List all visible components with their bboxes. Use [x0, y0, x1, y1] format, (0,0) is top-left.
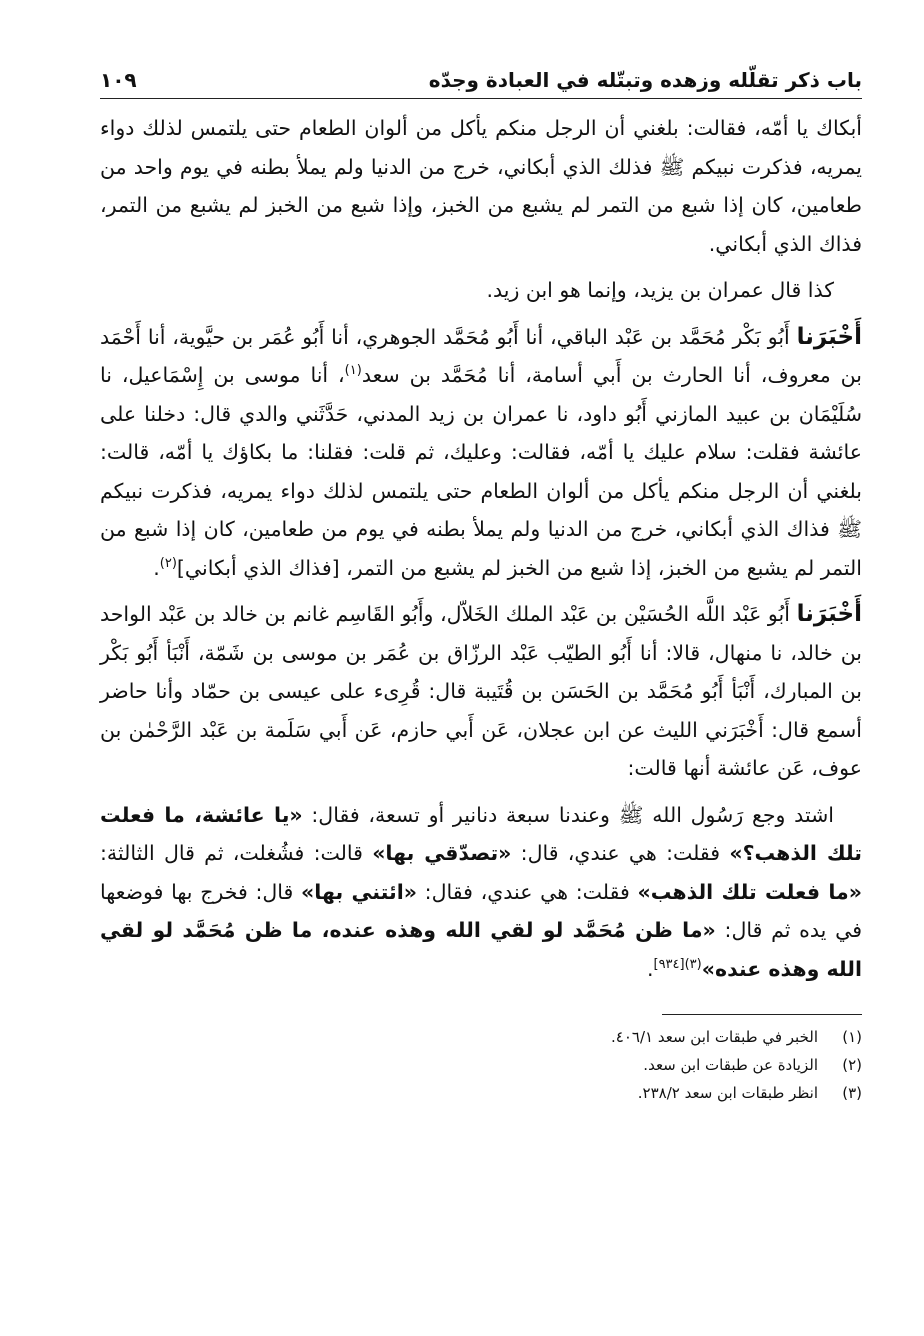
paragraph-5-text-b: فقلت: هي عندي، قال: — [511, 841, 730, 865]
running-header — [100, 52, 862, 99]
footnote-item — [100, 1079, 862, 1107]
akhbarana-lead: أَخْبَرَنا — [796, 323, 862, 350]
paragraph-2: كذا قال عمران بن يزيد، وإنما هو ابن زيد. — [486, 278, 834, 302]
page-body — [100, 109, 862, 988]
header-title: باب ذكر تقلّله وزهده وتبتّله في العبادة وجدّه — [428, 68, 862, 92]
hadith-quote-2: «تصدّقي بها» — [372, 841, 512, 865]
paragraph-3 — [100, 318, 862, 588]
footnote-item — [100, 1051, 862, 1079]
footnote-ref-2: (٢) — [159, 555, 177, 571]
footnotes — [100, 1023, 862, 1107]
footnote-divider — [662, 1014, 862, 1015]
paragraph-4 — [100, 595, 862, 788]
footnote-ref-1: (١) — [344, 363, 362, 379]
paragraph-5-text-d: فقلت: هي عندي، فقال: — [416, 879, 638, 904]
footnote-number: (٣) — [842, 1084, 862, 1102]
paragraph-1: أبكاك يا أمّه، فقالت: بلغني أن الرجل منكم يأكل من ألوان الطعام حتى يلتمس لذلك دواء يمريه، فذكرت نبيكم ﷺ فذلك الذي أبكاني، خرج من الدنيا ولم يملأ بطنه في يوم واحد من طعامين، كان إذا شبع من التمر لم يشبع من الخبز، وإذا شبع من الخبز لم يشبع من التمر، فذاك الذي أبكاني. — [100, 116, 862, 256]
footnote-text: انظر طبقات ابن سعد ٢٣٨/٢. — [637, 1084, 818, 1102]
paragraph-5-end: . — [646, 956, 654, 981]
paragraph-3-text-b: ، أنا موسى بن إِسْمَاعيل، نا سُلَيْمَان بن عبيد المازني أَبُو داود، نا عمران بن زيد المدني، حَدَّثَني والدي قال: دخلنا على عائشة فقلت: سلام عليك يا أمّه، فقالت: وعليك، ثم قلت: فقلنا: ما بكاؤك يا أمّه، قالت: بلغني أن الرجل منكم يأكل من ألوان الطعام حتى يلتمس لذلك دواء يمريه، فذكرت نبيكم ﷺ فذاك الذي أبكاني، خرج من الدنيا ولم يملأ بطنه في يوم من طعامين، كان إذا شبع من التمر لم يشبع من الخبز، إذا شبع من الخبز لم يشبع من التمر، [فذاك الذي أبكاني] — [100, 363, 862, 580]
footnote-number: (٢) — [842, 1056, 862, 1074]
paragraph-5-text-e: قال: فخرج بها فوضعها في يده ثم قال: — [100, 879, 863, 942]
paragraph-4-text: أَبُو عَبْد اللَّه الحُسَيْن بن عَبْد الملك الخَلاّل، وأَبُو القَاسِم غانم بن خالد بن عَبْد الواحد بن خالد، نا منهال، قالا: أنا أَبُو الطيّب عَبْد الرزّاق بن عُمَر بن موسى بن شَمّة، أَنْبَأ أَبُو بَكْر بن المبارك، أَنْبَأ أَبُو مُحَمَّد بن الحَسَن بن قُتَيبة قال: قُرِىء على عيسى بن حمّاد وأنا حاضر أسمع قال: أَخْبَرَني الليث عن ابن عجلان، عَن أَبي حازم، عَن أَبي سَلَمة بن عَبْد الرَّحْمٰن بن عوف، عَن عائشة أنها قالت: — [100, 602, 862, 780]
footnote-text: الزيادة عن طبقات ابن سعد. — [643, 1056, 818, 1074]
book-page — [100, 52, 862, 1107]
paragraph-3-end: . — [153, 555, 160, 580]
hadith-quote-4: «ائتني بها» — [301, 879, 417, 904]
footnote-item — [100, 1023, 862, 1051]
page-number: ١٠٩ — [100, 68, 137, 92]
footnote-text: الخبر في طبقات ابن سعد ٤٠٦/١. — [611, 1028, 818, 1046]
akhbarana-lead: أَخْبَرَنا — [796, 601, 862, 627]
paragraph-5-text-a: اشتد وجع رَسُول الله ﷺ وعندنا سبعة دنانير أو تسعة، فقال: — [302, 802, 834, 827]
hadith-quote-5: «ما ظن مُحَمَّد لو لقي الله وهذه عنده، ما ظن مُحَمَّد لو لقي الله وهذه عنده» — [100, 918, 862, 981]
paragraph-5 — [100, 796, 862, 989]
paragraph-5-text-c: قالت: فشُغلت، ثم قال الثالثة: — [100, 841, 373, 865]
footnote-number: (١) — [842, 1028, 862, 1046]
hadith-quote-3: «ما فعلت تلك الذهب» — [637, 879, 862, 904]
hadith-quote-1: «يا عائشة، ما فعلت تلك الذهب؟» — [100, 802, 863, 865]
footnote-ref-3: (٣)[٩٣٤] — [653, 956, 702, 972]
paragraph-3-text-a: أَبُو بَكْر مُحَمَّد بن عَبْد الباقي، أنا أَبُو مُحَمَّد الجوهري، أنا أَبُو عُمَر بن حيَّوية، أنا أَحْمَد بن معروف، أنا الحارث بن أَبي أسامة، أنا مُحَمَّد بن سعد — [100, 324, 862, 387]
